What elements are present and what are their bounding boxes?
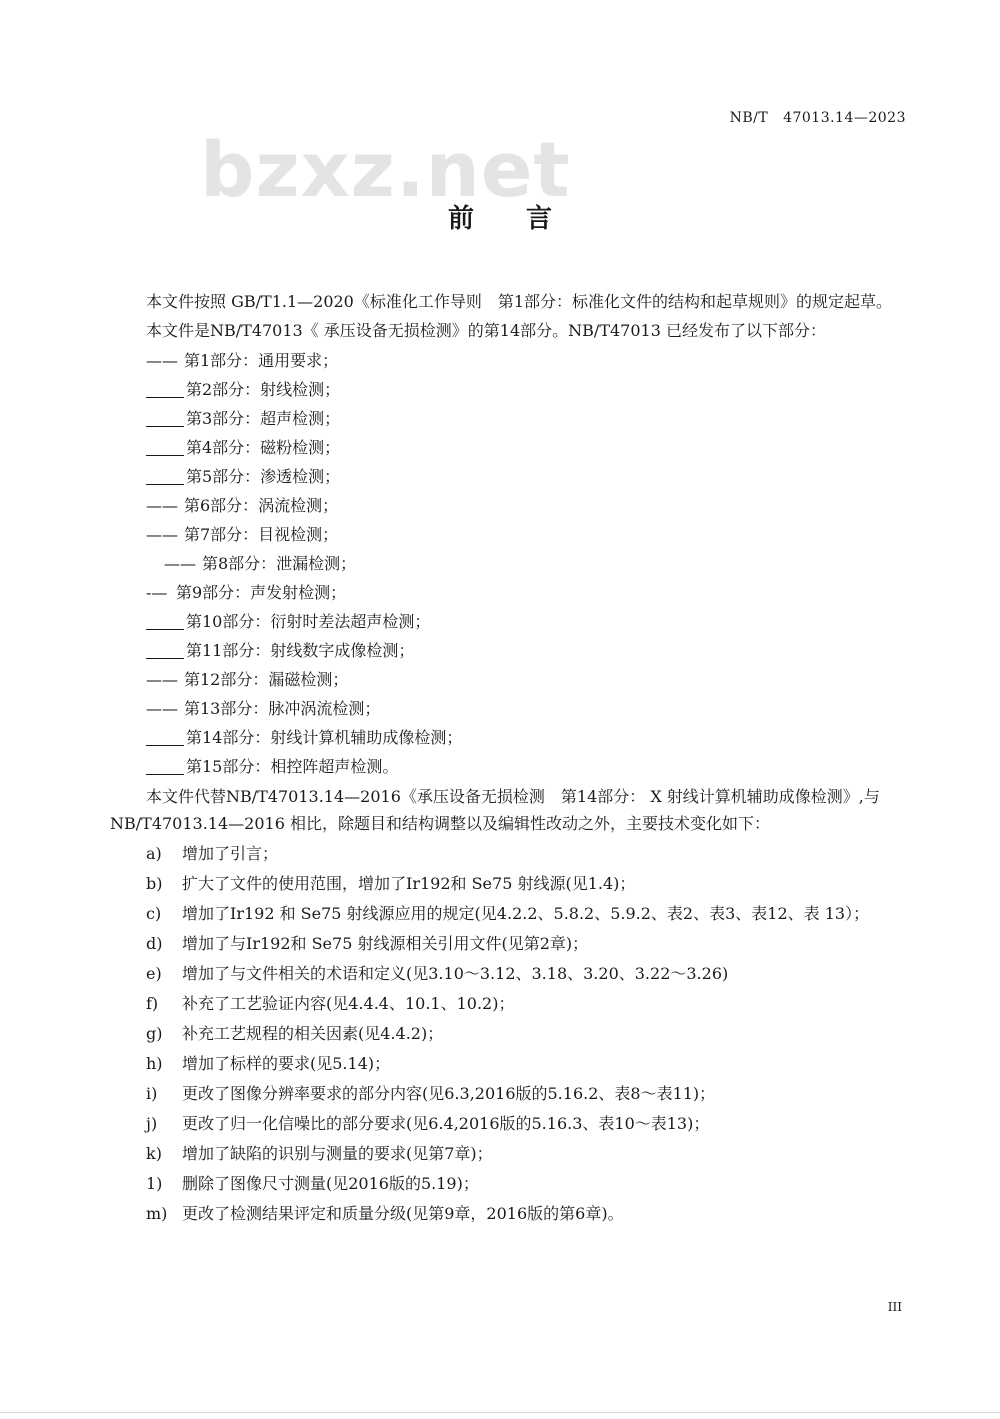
intro-paragraph-1: 本文件按照 GB/T1.1—2020《标准化工作导则 第1部分：标准化文件的结构和起草规则》的规定起草。 — [146, 292, 893, 311]
item-marker: c) — [146, 904, 162, 923]
list-item — [146, 1081, 900, 1107]
item-marker: h) — [146, 1054, 163, 1073]
item-text: 扩大了文件的使用范围，增加了Ir192和 Se75 射线源(见1.4)； — [182, 874, 636, 893]
list-item — [146, 841, 900, 867]
dash-mark — [146, 439, 184, 456]
item-marker: m) — [146, 1204, 168, 1223]
page-title: 前言 — [447, 204, 604, 234]
list-item — [146, 723, 900, 752]
dash-mark — [146, 381, 184, 398]
item-text: 增加了缺陷的识别与测量的要求(见第7章)； — [182, 1144, 493, 1163]
item-text: 补充了工艺验证内容(见4.4.4、10.1、10.2)； — [182, 994, 515, 1013]
dash-mark: —— — [146, 496, 178, 515]
dash-mark — [146, 613, 184, 630]
part-label: 第7部分：目视检测； — [184, 525, 339, 544]
list-item — [146, 871, 900, 897]
part-label: 第2部分：射线检测； — [186, 380, 341, 399]
part-label: 第5部分：渗透检测； — [186, 467, 341, 486]
list-item — [146, 607, 900, 636]
list-item — [146, 578, 900, 607]
list-item — [146, 1141, 900, 1167]
part-label: 第9部分：声发射检测； — [176, 583, 347, 602]
list-item — [146, 931, 900, 957]
list-item — [146, 752, 900, 781]
list-item — [146, 346, 900, 375]
item-marker: 1) — [146, 1174, 163, 1193]
part-label: 第15部分：相控阵超声检测。 — [186, 757, 399, 776]
foreword-body — [110, 288, 900, 1231]
item-marker: g) — [146, 1024, 163, 1043]
dash-mark: —— — [164, 554, 196, 573]
item-marker: e) — [146, 964, 162, 983]
list-item — [146, 1171, 900, 1197]
item-text: 增加了引言； — [182, 844, 279, 863]
item-marker: k) — [146, 1144, 162, 1163]
list-item — [146, 665, 900, 694]
dash-mark: —— — [146, 670, 178, 689]
replacement-paragraph: 本文件代替NB/T47013.14—2016《承压设备无损检测 第14部分： X 射线计算机辅助成像检测》,与NB/T47013.14—2016 相比，除题目和结构调整以及编辑性改动之外，主要技术变化如下： — [110, 787, 880, 833]
item-marker: j) — [146, 1114, 158, 1133]
list-item — [146, 961, 900, 987]
dash-mark — [146, 410, 184, 427]
item-text: 增加了Ir192 和 Se75 射线源应用的规定(见4.2.2、5.8.2、5.9.2、表2、表3、表12、表 13）； — [182, 904, 870, 923]
item-text: 更改了检测结果评定和质量分级(见第9章，2016版的第6章)。 — [182, 1204, 624, 1223]
item-text: 增加了标样的要求(见5.14)； — [182, 1054, 391, 1073]
list-item — [146, 404, 900, 433]
part-label: 第13部分：脉冲涡流检测； — [184, 699, 381, 718]
dash-mark — [146, 729, 184, 746]
part-label: 第3部分：超声检测； — [186, 409, 341, 428]
item-marker: b) — [146, 874, 163, 893]
list-item — [146, 636, 900, 665]
changes-list — [146, 841, 900, 1227]
dash-mark: -— — [146, 583, 168, 602]
item-text: 补充工艺规程的相关因素(见4.4.2)； — [182, 1024, 444, 1043]
list-item — [146, 462, 900, 491]
standard-number: NB/T 47013.14—2023 — [729, 110, 906, 126]
intro-paragraph-2: 本文件是NB/T47013《 承压设备无损检测》的第14部分。NB/T47013 已经发布了以下部分： — [146, 321, 826, 340]
item-marker: a) — [146, 844, 162, 863]
list-item — [146, 520, 900, 549]
item-marker: d) — [146, 934, 163, 953]
item-text: 更改了归一化信噪比的部分要求(见6.4,2016版的5.16.3、表10～表13)； — [182, 1114, 710, 1133]
part-label: 第14部分：射线计算机辅助成像检测； — [186, 728, 463, 747]
item-text: 增加了与Ir192和 Se75 射线源相关引用文件(见第2章)； — [182, 934, 589, 953]
parts-list — [146, 346, 900, 781]
item-text: 删除了图像尺寸测量(见2016版的5.19)； — [182, 1174, 479, 1193]
list-item — [146, 375, 900, 404]
list-item — [146, 1111, 900, 1137]
part-label: 第8部分：泄漏检测； — [202, 554, 357, 573]
part-label: 第4部分：磁粉检测； — [186, 438, 341, 457]
list-item — [146, 1021, 900, 1047]
watermark: bzxz.net — [200, 125, 571, 214]
item-text: 更改了图像分辨率要求的部分内容(见6.3,2016版的5.16.2、表8～表11)； — [182, 1084, 716, 1103]
part-label: 第12部分：漏磁检测； — [184, 670, 349, 689]
part-label: 第6部分：涡流检测； — [184, 496, 339, 515]
dash-mark: —— — [146, 351, 178, 370]
part-label: 第1部分：通用要求； — [184, 351, 339, 370]
dash-mark: —— — [146, 699, 178, 718]
list-item — [146, 433, 900, 462]
page-bottom-divider — [0, 1412, 1000, 1413]
part-label: 第10部分：衍射时差法超声检测； — [186, 612, 431, 631]
page-number: III — [887, 1300, 902, 1314]
item-marker: f) — [146, 994, 159, 1013]
item-text: 增加了与文件相关的术语和定义(见3.10～3.12、3.18、3.20、3.22～3.26) — [182, 964, 729, 983]
list-item — [146, 991, 900, 1017]
list-item — [146, 1201, 900, 1227]
item-marker: i) — [146, 1084, 158, 1103]
list-item — [146, 491, 900, 520]
dash-mark — [146, 642, 184, 659]
list-item — [146, 549, 900, 578]
list-item — [146, 694, 900, 723]
dash-mark — [146, 468, 184, 485]
list-item — [146, 1051, 900, 1077]
list-item — [146, 901, 900, 927]
dash-mark — [146, 758, 184, 775]
part-label: 第11部分：射线数字成像检测； — [186, 641, 415, 660]
dash-mark: —— — [146, 525, 178, 544]
